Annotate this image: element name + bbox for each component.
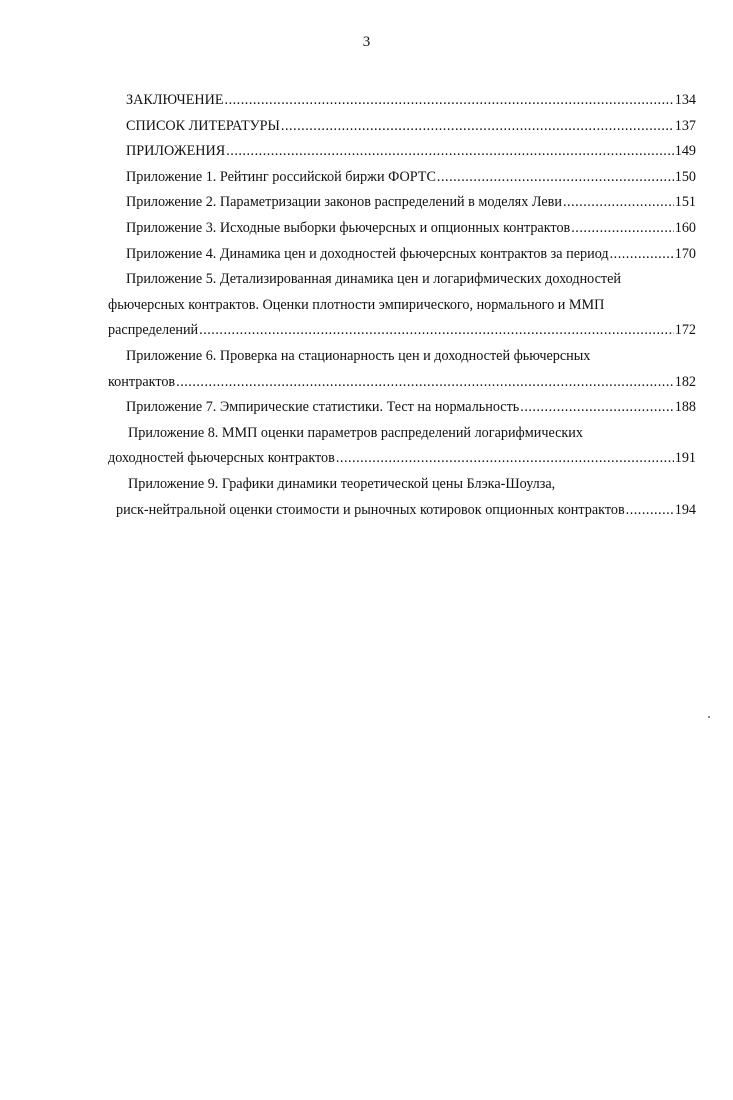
toc-entry-page: 191 [674, 450, 696, 467]
toc-entry-bibliography [108, 114, 696, 140]
toc-entry-title: Приложение 2. Параметризации законов распределений в моделях Леви [126, 194, 562, 211]
scan-speck [708, 716, 710, 718]
toc-entry-appendix-1 [108, 165, 696, 191]
toc-leader-dots [199, 318, 674, 344]
toc-leader-dots [226, 139, 673, 165]
toc-entry-page: 160 [674, 219, 696, 236]
toc-entry-page: 137 [674, 117, 696, 134]
toc-entry-page: 172 [674, 322, 696, 339]
toc-leader-dots [176, 370, 674, 396]
toc-entry-title: Приложение 9. Графики динамики теоретической цены Блэка-Шоулза, [128, 475, 556, 492]
toc-entry-appendix-9-line-2 [108, 498, 696, 524]
toc-entry-appendix-3 [108, 216, 696, 242]
toc-leader-dots [571, 216, 673, 242]
toc-entry-title: Приложение 1. Рейтинг российской биржи ФОРТС [126, 168, 436, 185]
toc-entry-page: 149 [674, 143, 696, 160]
toc-entry-page: 151 [674, 194, 696, 211]
toc-entry-appendix-5-line-3 [108, 318, 696, 344]
toc-entry-conclusion [108, 88, 696, 114]
page-number: 3 [362, 34, 371, 50]
toc-entry-title: Приложение 5. Детализированная динамика цен и логарифмических доходностей [126, 271, 621, 288]
toc-entry-title: Приложение 3. Исходные выборки фьючерсных и опционных контрактов [126, 219, 571, 236]
toc-entry-page: 194 [674, 501, 696, 518]
toc-entry-appendix-5-line-2 [108, 293, 696, 319]
toc-entry-title: Приложение 8. ММП оценки параметров распределений логарифмических [128, 424, 583, 441]
toc-entry-appendix-2 [108, 190, 696, 216]
toc-entry-title: Приложение 4. Динамика цен и доходностей фьючерсных контрактов за период [126, 245, 609, 262]
toc-entry-appendix-6-line-2 [108, 370, 696, 396]
toc-entry-title-continued: доходностей фьючерсных контрактов [108, 450, 335, 467]
toc-entry-appendix-4 [108, 242, 696, 268]
toc-entry-page: 150 [674, 168, 696, 185]
toc-entry-page: 182 [674, 373, 696, 390]
toc-entry-page: 170 [674, 245, 696, 262]
toc-entry-appendix-5-line-1 [108, 267, 696, 293]
toc-leader-dots [610, 242, 674, 268]
toc-leader-dots [563, 190, 674, 216]
toc-entry-title-continued: распределений [108, 322, 199, 339]
toc-entry-page: 188 [674, 399, 696, 416]
toc-entry-page: 134 [674, 92, 696, 108]
toc-leader-dots [281, 114, 674, 140]
toc-entry-title: Приложение 7. Эмпирические статистики. Тест на нормальность [126, 399, 520, 416]
toc-leader-dots [520, 395, 673, 421]
toc-entry-title: СПИСОК ЛИТЕРАТУРЫ [126, 117, 280, 134]
toc-entry-appendices [108, 139, 696, 165]
toc-leader-dots [626, 498, 674, 524]
toc-entry-title-continued: фьючерсных контрактов. Оценки плотности эмпирического, нормального и ММП [108, 296, 605, 313]
toc-leader-dots [336, 446, 674, 472]
table-of-contents [108, 88, 696, 523]
toc-entry-title-continued: контрактов [108, 373, 176, 390]
toc-entry-title-continued: риск-нейтральной оценки стоимости и рыночных котировок опционных контрактов [116, 501, 625, 518]
toc-leader-dots [437, 165, 674, 191]
toc-entry-appendix-8-line-1 [108, 421, 696, 447]
toc-entry-title: ПРИЛОЖЕНИЯ [126, 143, 226, 160]
toc-entry-title: Приложение 6. Проверка на стационарность цен и доходностей фьючерсных [126, 347, 591, 364]
toc-entry-appendix-6-line-1 [108, 344, 696, 370]
toc-entry-appendix-9-line-1 [108, 472, 696, 498]
toc-entry-appendix-8-line-2 [108, 446, 696, 472]
toc-entry-appendix-7 [108, 395, 696, 421]
toc-leader-dots [225, 88, 674, 114]
toc-entry-title: ЗАКЛЮЧЕНИЕ [126, 92, 224, 108]
